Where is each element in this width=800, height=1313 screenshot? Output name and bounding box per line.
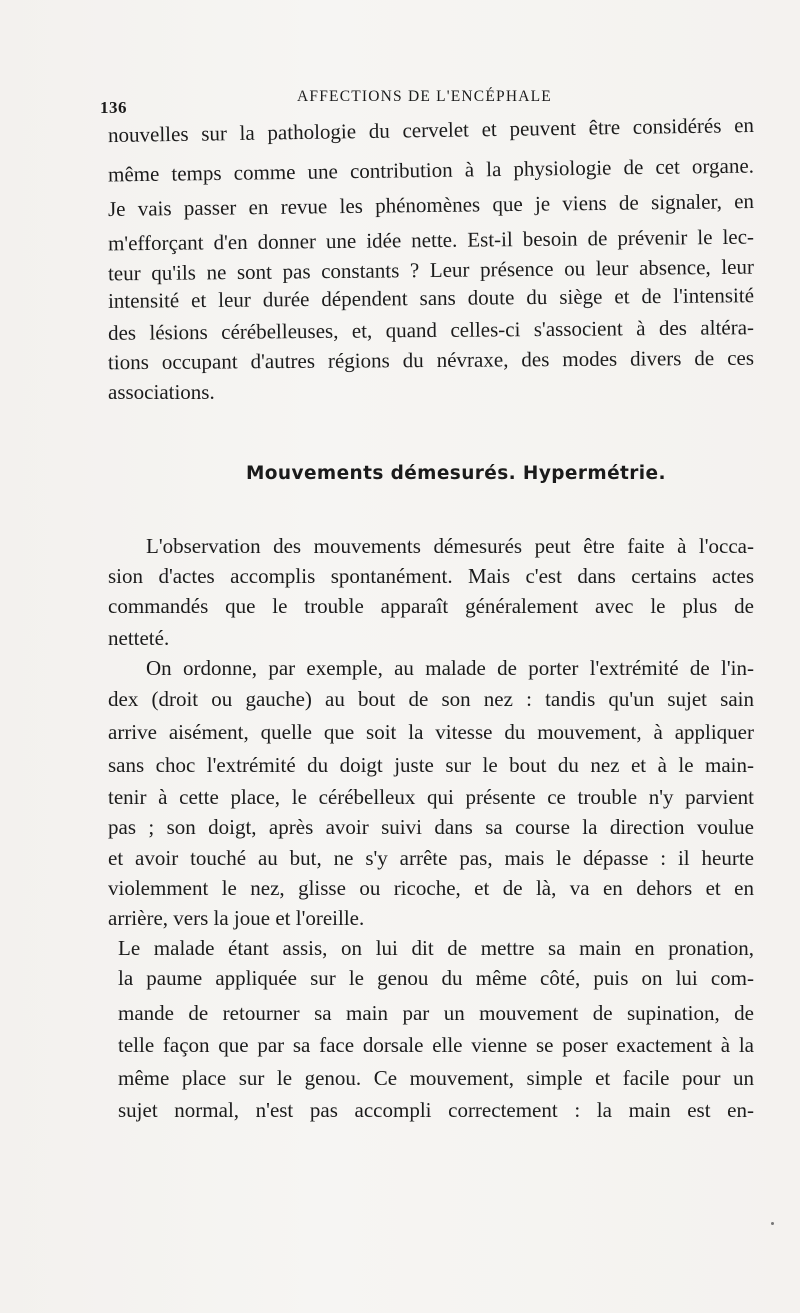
text-line: sans choc l'extrémité du doigt juste sur le bout du nez et à le main- <box>108 753 754 777</box>
text-line: On ordonne, par exemple, au malade de porter l'extrémité de l'in- <box>146 656 754 680</box>
section-heading: Mouvements démesurés. Hypermétrie. <box>246 463 666 484</box>
text-line: et avoir touché au but, ne s'y arrête pas, mais le dépasse : il heurte <box>108 846 754 870</box>
text-line: la paume appliquée sur le genou du même côté, puis on lui com- <box>118 966 754 990</box>
page-speck <box>771 1222 774 1225</box>
text-line: arrière, vers la joue et l'oreille. <box>108 906 365 930</box>
text-line: Le malade étant assis, on lui dit de mettre sa main en pronation, <box>118 936 754 960</box>
text-line: même place sur le genou. Ce mouvement, simple et facile pour un <box>118 1066 754 1090</box>
text-line: netteté. <box>108 626 170 650</box>
text-line: tenir à cette place, le cérébelleux qui présente ce trouble n'y parvient <box>108 785 754 809</box>
text-line: L'observation des mouvements démesurés peut être faite à l'occa- <box>146 534 754 558</box>
text-line: commandés que le trouble apparaît généralement avec le plus de <box>108 594 754 618</box>
text-line: violemment le nez, glisse ou ricoche, et de là, va en dehors et en <box>108 876 754 900</box>
text-line: teur qu'ils ne sont pas constants ? Leur présence ou leur absence, leur <box>107 254 755 286</box>
running-head: AFFECTIONS DE L'ENCÉPHALE <box>297 88 552 105</box>
text-line: arrive aisément, quelle que soit la vitesse du mouvement, à appliquer <box>108 720 754 744</box>
text-line: nouvelles sur la pathologie du cervelet et peuvent être considérés en <box>107 112 755 148</box>
text-line: tions occupant d'autres régions du névraxe, des modes divers de ces <box>107 345 755 375</box>
text-line: m'efforçant d'en donner une idée nette. Est-il besoin de prévenir le lec- <box>107 224 755 256</box>
text-line: telle façon que par sa face dorsale elle vienne se poser exactement à la <box>118 1033 754 1057</box>
text-line: intensité et leur durée dépendent sans doute du siège et de l'intensité <box>107 283 755 313</box>
text-line: associations. <box>108 380 215 404</box>
text-line: sujet normal, n'est pas accompli correctement : la main est en- <box>118 1098 754 1122</box>
text-line: même temps comme une contribution à la physiologie de cet organe. <box>107 153 755 187</box>
text-line: dex (droit ou gauche) au bout de son nez : tandis qu'un sujet sain <box>108 687 754 711</box>
page-number: 136 <box>100 98 127 117</box>
text-line: pas ; son doigt, après avoir suivi dans sa course la direction voulue <box>108 815 754 839</box>
text-line: des lésions cérébelleuses, et, quand celles-ci s'associent à des altéra- <box>107 315 755 345</box>
text-line: mande de retourner sa main par un mouvement de supination, de <box>118 1001 754 1025</box>
text-line: Je vais passer en revue les phénomènes que je viens de signaler, en <box>107 189 755 221</box>
text-line: sion d'actes accomplis spontanément. Mais c'est dans certains actes <box>108 564 754 588</box>
